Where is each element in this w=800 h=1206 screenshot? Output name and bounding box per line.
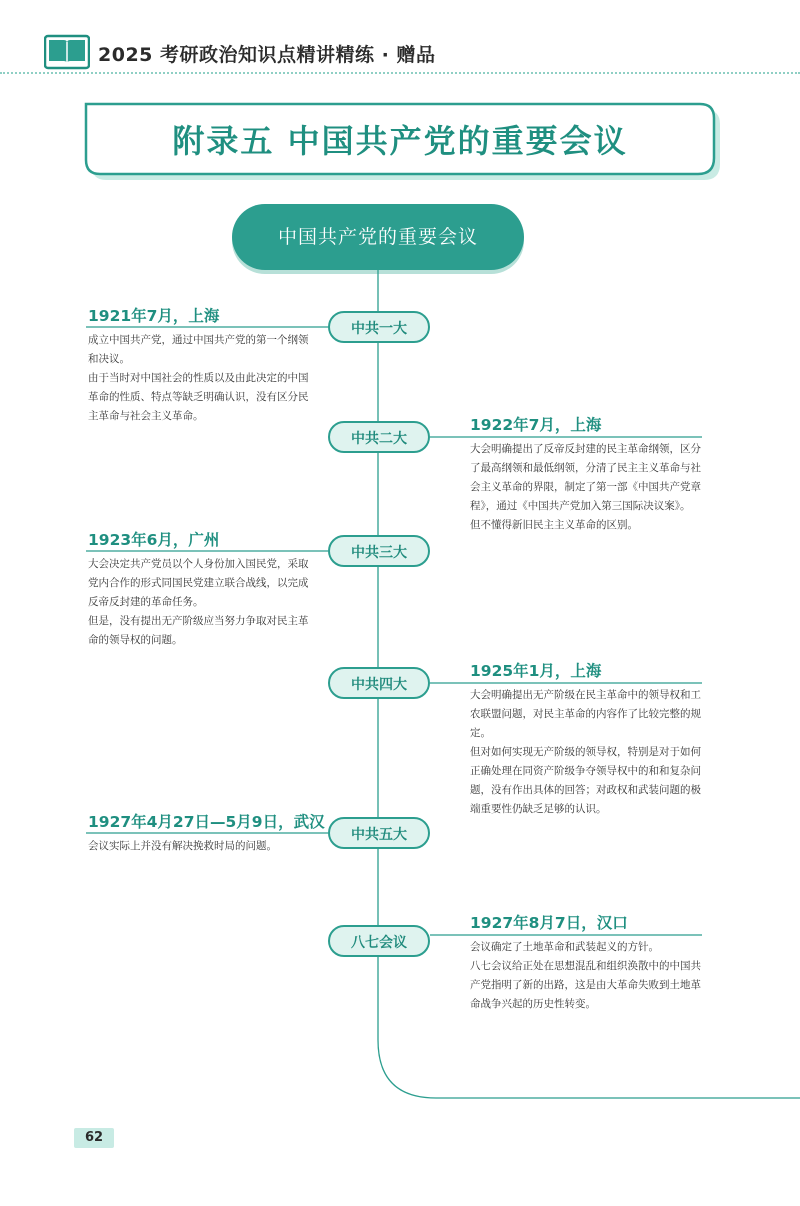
entry-line: 但是，没有提出无产阶级应当努力争取对民主革命的领导权的问题。 [88, 615, 309, 646]
node-fourth-congress: 中共四大 [328, 667, 430, 699]
entry-title-1922: 1922年7月，上海 [470, 416, 602, 434]
node-august-seventh-meeting: 八七会议 [328, 925, 430, 957]
entry-desc-1927-hankou [470, 938, 704, 1014]
node-third-congress: 中共三大 [328, 535, 430, 567]
entry-line: 成立中国共产党，通过中国共产党的第一个纲领和决议。 [88, 334, 309, 365]
appendix-title: 附录五 中国共产党的重要会议 [172, 122, 628, 160]
entry-title-1925: 1925年1月，上海 [470, 662, 602, 680]
entry-title-1921: 1921年7月，上海 [88, 307, 220, 325]
node-first-congress: 中共一大 [328, 311, 430, 343]
header-title: 2025 考研政治知识点精讲精练 · 赠品 [98, 44, 436, 66]
entry-line: 八七会议给正处在思想混乱和组织涣散中的中国共产党指明了新的出路，这是由大革命失败到土地革命战争兴起的历史性转变。 [470, 960, 701, 1010]
entry-line: 由于当时对中国社会的性质以及由此决定的中国革命的性质、特点等缺乏明确认识，没有区分民主革命与社会主义革命。 [88, 372, 309, 422]
entry-title-1923: 1923年6月，广州 [88, 531, 220, 549]
entry-desc-1925 [470, 686, 704, 819]
entry-desc-1921 [88, 331, 310, 426]
entry-line: 会议确定了土地革命和武装起义的方针。 [470, 941, 659, 953]
entry-desc-1922 [470, 440, 704, 535]
entry-line: 大会明确提出无产阶级在民主革命中的领导权和工农联盟问题，对民主革命的内容作了比较完整的规定。 [470, 689, 701, 739]
entry-line: 会议实际上并没有解决挽救时局的问题。 [88, 840, 277, 852]
central-topic-label: 中国共产党的重要会议 [277, 226, 478, 248]
entry-line: 大会明确提出了反帝反封建的民主革命纲领，区分了最高纲领和最低纲领，分清了民主主义革命与社会主义革命的界限，制定了第一部《中国共产党章程》，通过《中国共产党加入第三国际决议案》。 [470, 443, 701, 512]
entry-desc-1923 [88, 555, 310, 650]
page-number: 62 [74, 1128, 114, 1148]
entry-line: 但对如何实现无产阶级的领导权，特别是对于如何正确处理在同资产阶级争夺领导权中的和和复杂问题，没有作出具体的回答；对政权和武装问题的极端重要性仍缺乏足够的认识。 [470, 746, 701, 815]
entry-desc-1927-wuhan [88, 837, 310, 856]
node-fifth-congress: 中共五大 [328, 817, 430, 849]
entry-title-1927-hankou: 1927年8月7日，汉口 [470, 914, 628, 932]
entry-line: 大会决定共产党员以个人身份加入国民党，采取党内合作的形式同国民党建立联合战线，以完成反帝反封建的革命任务。 [88, 558, 309, 608]
entry-title-1927-wuhan: 1927年4月27日—5月9日，武汉 [88, 813, 325, 831]
entry-line: 但不懂得新旧民主主义革命的区别。 [470, 519, 638, 531]
node-second-congress: 中共二大 [328, 421, 430, 453]
